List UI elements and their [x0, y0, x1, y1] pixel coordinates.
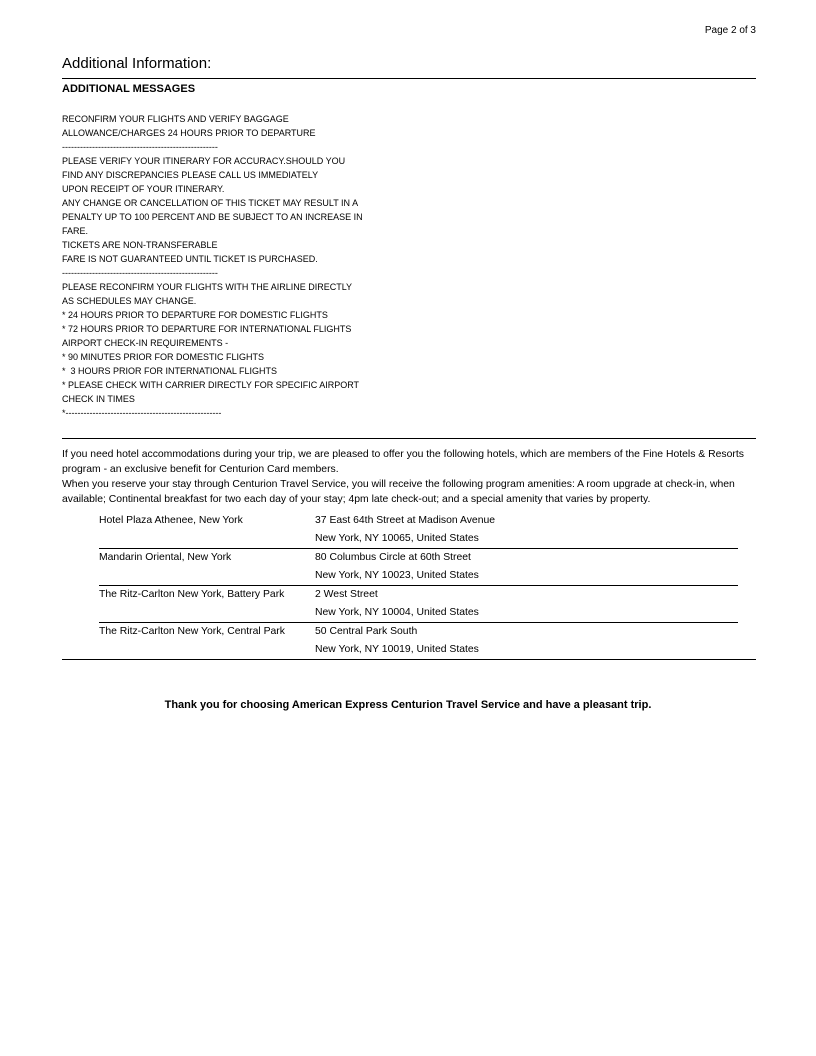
message-line: ANY CHANGE OR CANCELLATION OF THIS TICKET MAY RESULT IN A	[62, 198, 359, 208]
hotel-table	[62, 512, 756, 660]
message-line: UPON RECEIPT OF YOUR ITINERARY.	[62, 184, 225, 194]
section-divider	[62, 78, 756, 79]
message-line: FIND ANY DISCREPANCIES PLEASE CALL US IMMEDIATELY	[62, 170, 319, 180]
message-line: RECONFIRM YOUR FLIGHTS AND VERIFY BAGGAGE	[62, 114, 289, 124]
closing-message: Thank you for choosing American Express Centurion Travel Service and have a pleasant trip.	[164, 699, 652, 711]
hotel-row	[62, 623, 756, 660]
hotel-address-line1: 2 West Street	[315, 589, 378, 600]
message-line: *----------------------------------------------------	[62, 408, 222, 418]
message-line: * 24 HOURS PRIOR TO DEPARTURE FOR DOMESTIC FLIGHTS	[62, 310, 328, 320]
hotel-name: The Ritz-Carlton New York, Central Park	[99, 626, 285, 637]
hotel-address-line1: 37 East 64th Street at Madison Avenue	[315, 515, 496, 526]
message-line: FARE.	[62, 226, 89, 236]
hotels-divider	[62, 438, 756, 439]
message-line: FARE IS NOT GUARANTEED UNTIL TICKET IS PURCHASED.	[62, 254, 318, 264]
message-line: PENALTY UP TO 100 PERCENT AND BE SUBJECT TO AN INCREASE IN	[62, 212, 363, 222]
hotel-address-line2: New York, NY 10023, United States	[315, 570, 479, 581]
message-line: ----------------------------------------------------	[62, 142, 218, 152]
message-line: AIRPORT CHECK-IN REQUIREMENTS -	[62, 338, 229, 348]
message-line: TICKETS ARE NON-TRANSFERABLE	[62, 240, 218, 250]
message-line: ----------------------------------------------------	[62, 268, 218, 278]
hotel-amenities-paragraph: When you reserve your stay through Centurion Travel Service, you will receive the following program amenities: A room upgrade at check-in, when available; Continental breakfast for two each day of your stay; 4pm late check-out; and a special amenity that varies by property.	[62, 479, 735, 505]
hotel-address-line1: 50 Central Park South	[315, 626, 418, 637]
message-line: * 72 HOURS PRIOR TO DEPARTURE FOR INTERNATIONAL FLIGHTS	[62, 324, 352, 334]
hotel-intro	[62, 447, 756, 507]
hotel-name: Hotel Plaza Athenee, New York	[99, 515, 243, 526]
page-number: Page 2 of 3	[704, 25, 756, 36]
message-line: PLEASE RECONFIRM YOUR FLIGHTS WITH THE AIRLINE DIRECTLY	[62, 282, 353, 292]
hotel-address-line1: 80 Columbus Circle at 60th Street	[315, 552, 471, 563]
message-line: ALLOWANCE/CHARGES 24 HOURS PRIOR TO DEPARTURE	[62, 128, 316, 138]
message-line: * PLEASE CHECK WITH CARRIER DIRECTLY FOR SPECIFIC AIRPORT	[62, 380, 360, 390]
hotel-row	[62, 512, 756, 549]
hotel-row	[62, 586, 756, 623]
message-line: CHECK IN TIMES	[62, 394, 135, 404]
message-line: * 3 HOURS PRIOR FOR INTERNATIONAL FLIGHTS	[62, 366, 278, 376]
messages-heading: ADDITIONAL MESSAGES	[62, 83, 196, 95]
row-divider	[62, 659, 756, 660]
hotel-name: Mandarin Oriental, New York	[99, 552, 232, 563]
hotel-address-line2: New York, NY 10004, United States	[315, 607, 479, 618]
message-line: PLEASE VERIFY YOUR ITINERARY FOR ACCURACY.SHOULD YOU	[62, 156, 346, 166]
hotel-row	[62, 549, 756, 586]
hotel-address-line2: New York, NY 10065, United States	[315, 533, 479, 544]
message-line: * 90 MINUTES PRIOR FOR DOMESTIC FLIGHTS	[62, 352, 265, 362]
section-title: Additional Information:	[62, 55, 212, 72]
hotel-intro-paragraph: If you need hotel accommodations during your trip, we are pleased to offer you the following hotels, which are members of the Fine Hotels & Resorts program - an exclusive benefit for Centurion Card members.	[62, 449, 744, 475]
hotel-address-line2: New York, NY 10019, United States	[315, 644, 479, 655]
hotel-name: The Ritz-Carlton New York, Battery Park	[99, 589, 285, 600]
message-line: AS SCHEDULES MAY CHANGE.	[62, 296, 197, 306]
messages-list	[62, 112, 363, 420]
